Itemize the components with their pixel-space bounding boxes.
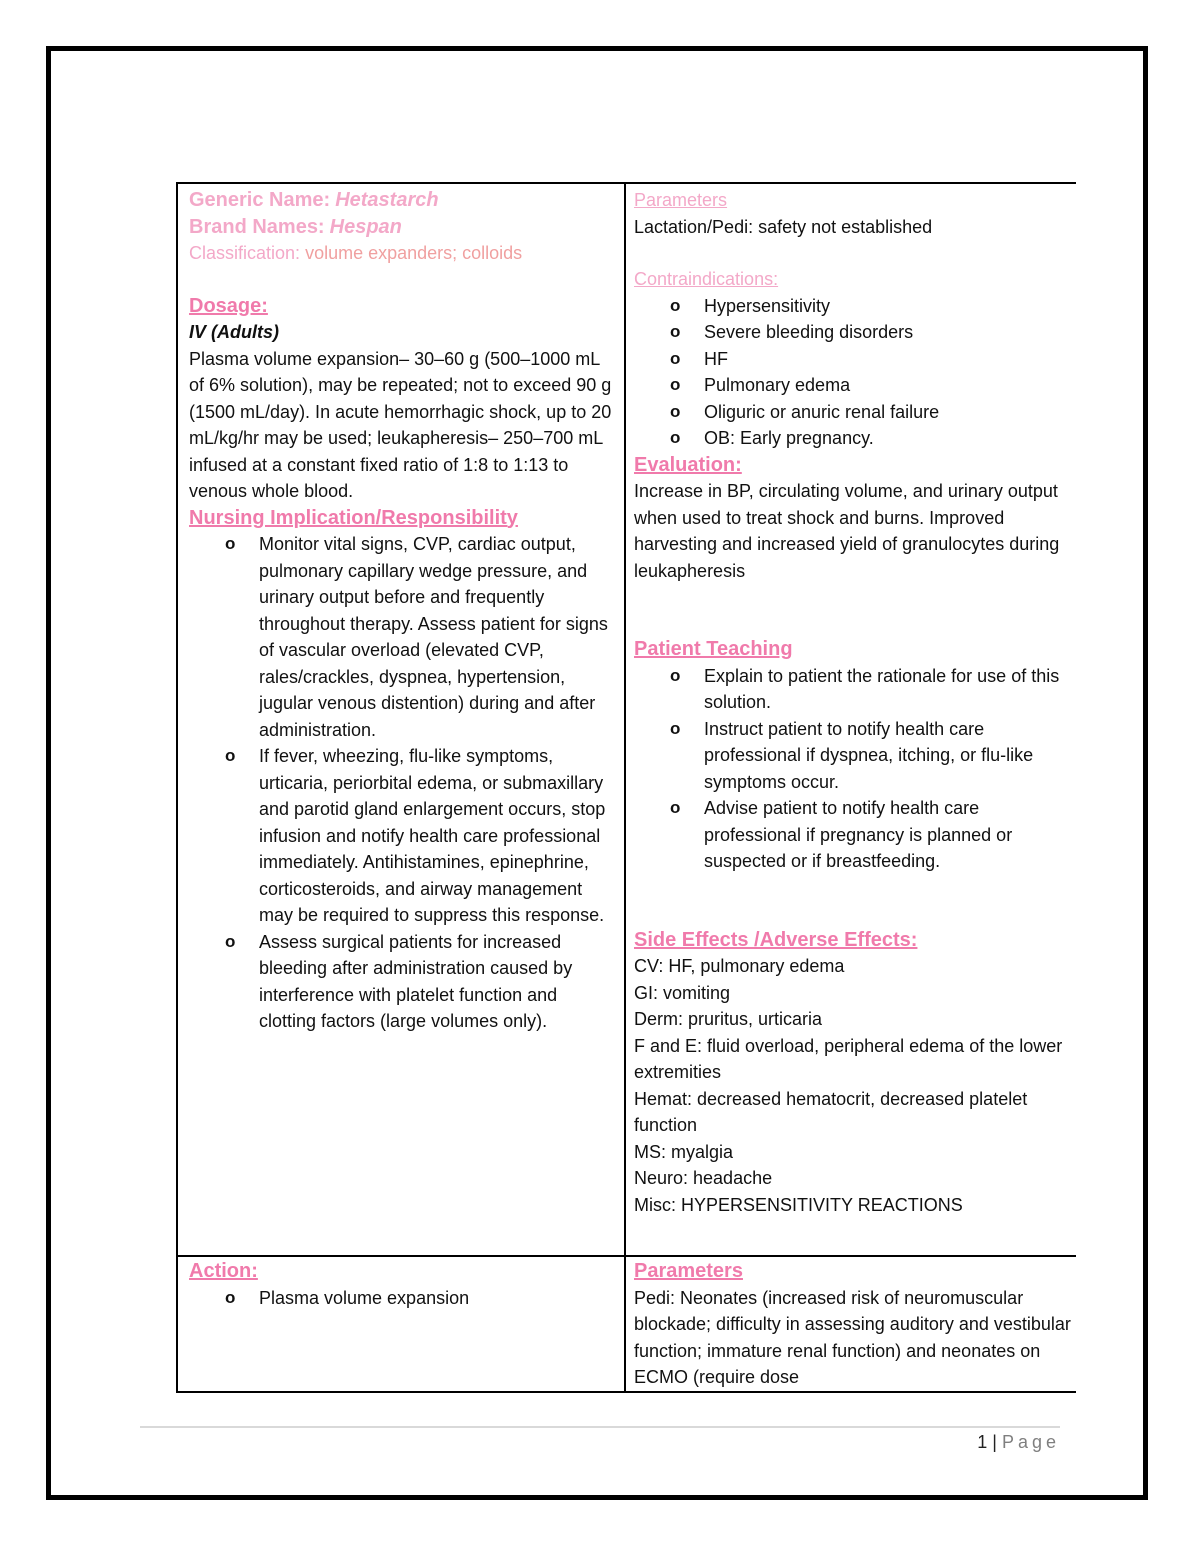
contraindications-heading: Contraindications: (634, 269, 779, 289)
parameters-text: Lactation/Pedi: safety not established (634, 216, 933, 237)
right-bottom-cell (634, 1258, 1074, 1388)
list-item: o HF (634, 346, 1074, 373)
left-top-cell (189, 187, 617, 1035)
generic-name-line (189, 187, 617, 214)
brand-name-line (189, 214, 617, 241)
column-divider (624, 184, 626, 1391)
list-item: o Plasma volume expansion (189, 1285, 617, 1312)
list-item: o Hypersensitivity (634, 293, 1074, 320)
parameters-bottom-heading: Parameters (634, 1260, 743, 1282)
list-item: o Monitor vital signs, CVP, cardiac output, pulmonary capillary wedge pressure, and urinary output before and frequently throughout therapy. Assess patient for signs of vascular overload (elevated CVP, rales/crackles, dyspnea, hypertension, jugular venous distention) during and after administration. (189, 531, 617, 743)
side-effect-line: Neuro: headache (634, 1168, 773, 1188)
side-effect-line: Derm: pruritus, urticaria (634, 1009, 823, 1029)
page-number: 1 (977, 1432, 988, 1452)
patient-teaching-heading: Patient Teaching (634, 638, 793, 660)
generic-name-label: Generic Name: (189, 189, 331, 211)
list-item: o Instruct patient to notify health care professional if dyspnea, itching, or flu-like symptoms occur. (634, 716, 1074, 796)
list-item: o Explain to patient the rationale for use of this solution. (634, 663, 1074, 716)
parameters-heading: Parameters (634, 190, 728, 210)
side-effect-line: GI: vomiting (634, 982, 731, 1003)
nursing-list (189, 531, 617, 1035)
classification-label: Classification: (189, 243, 301, 263)
action-heading: Action: (189, 1260, 258, 1282)
side-effect-line: CV: HF, pulmonary edema (634, 956, 845, 976)
patient-teaching-list (634, 663, 1074, 875)
list-item: o Assess surgical patients for increased bleeding after administration caused by interference with platelet function and clotting factors (large volumes only). (189, 929, 617, 1035)
list-item: o If fever, wheezing, flu-like symptoms, urticaria, periorbital edema, or submaxillary and parotid gland enlargement occurs, stop infusion and notify health care professional immediately. Antihistamines, epinephrine, corticosteroids, and airway management may be required to suppress this response. (189, 743, 617, 929)
classification-line (189, 240, 617, 267)
footer-rule (140, 1426, 1060, 1428)
parameters-bottom-text: Pedi: Neonates (increased risk of neuromuscular blockade; difficulty in assessing auditory and vestibular function; immature renal function) and neonates on ECMO (require dose (634, 1287, 1071, 1387)
page-footer (977, 1432, 1060, 1453)
brand-name-value: Hespan (329, 215, 402, 238)
list-item: o Advise patient to notify health care professional if pregnancy is planned or suspected or if breastfeeding. (634, 795, 1074, 875)
side-effect-line: F and E: fluid overload, peripheral edema of the lower extremities (634, 1035, 1063, 1082)
list-item: o Oliguric or anuric renal failure (634, 399, 1074, 426)
page-label: Page (1001, 1432, 1060, 1452)
list-item: o OB: Early pregnancy. (634, 425, 1074, 452)
row-divider (178, 1255, 1076, 1257)
dosage-text: Plasma volume expansion– 30–60 g (500–1000 mL of 6% solution), may be repeated; not to exceed 90 g (1500 mL/day). In acute hemorrhagic shock, up to 20 mL/kg/hr may be used; leukapheresis– 250–700 mL infused at a constant fixed ratio of 1:8 to 1:13 to venous whole blood. (189, 348, 612, 501)
evaluation-heading: Evaluation: (634, 453, 742, 476)
dosage-heading: Dosage: (189, 294, 268, 317)
left-bottom-cell (189, 1258, 617, 1311)
side-effect-line: Misc: HYPERSENSITIVITY REACTIONS (634, 1194, 963, 1215)
classification-value: volume expanders; colloids (305, 243, 523, 263)
list-item: o Pulmonary edema (634, 372, 1074, 399)
right-top-cell (634, 187, 1074, 1218)
action-list (189, 1285, 617, 1312)
brand-name-label: Brand Names: (189, 215, 325, 238)
generic-name-value: Hetastarch (335, 189, 439, 211)
evaluation-text: Increase in BP, circulating volume, and urinary output when used to treat shock and burns. Improved harvesting and increased yield of granulocytes during leukapheresis (634, 481, 1060, 581)
side-effects-heading: Side Effects /Adverse Effects: (634, 928, 918, 951)
contraindications-list (634, 293, 1074, 452)
page-separator: | (992, 1432, 997, 1452)
side-effect-line: MS: myalgia (634, 1141, 734, 1162)
dosage-route: IV (Adults) (189, 322, 279, 342)
drug-card-table (176, 182, 1076, 1393)
nursing-heading: Nursing Implication/Responsibility (189, 506, 518, 529)
side-effect-line: Hemat: decreased hematocrit, decreased platelet function (634, 1088, 1028, 1135)
list-item: o Severe bleeding disorders (634, 319, 1074, 346)
